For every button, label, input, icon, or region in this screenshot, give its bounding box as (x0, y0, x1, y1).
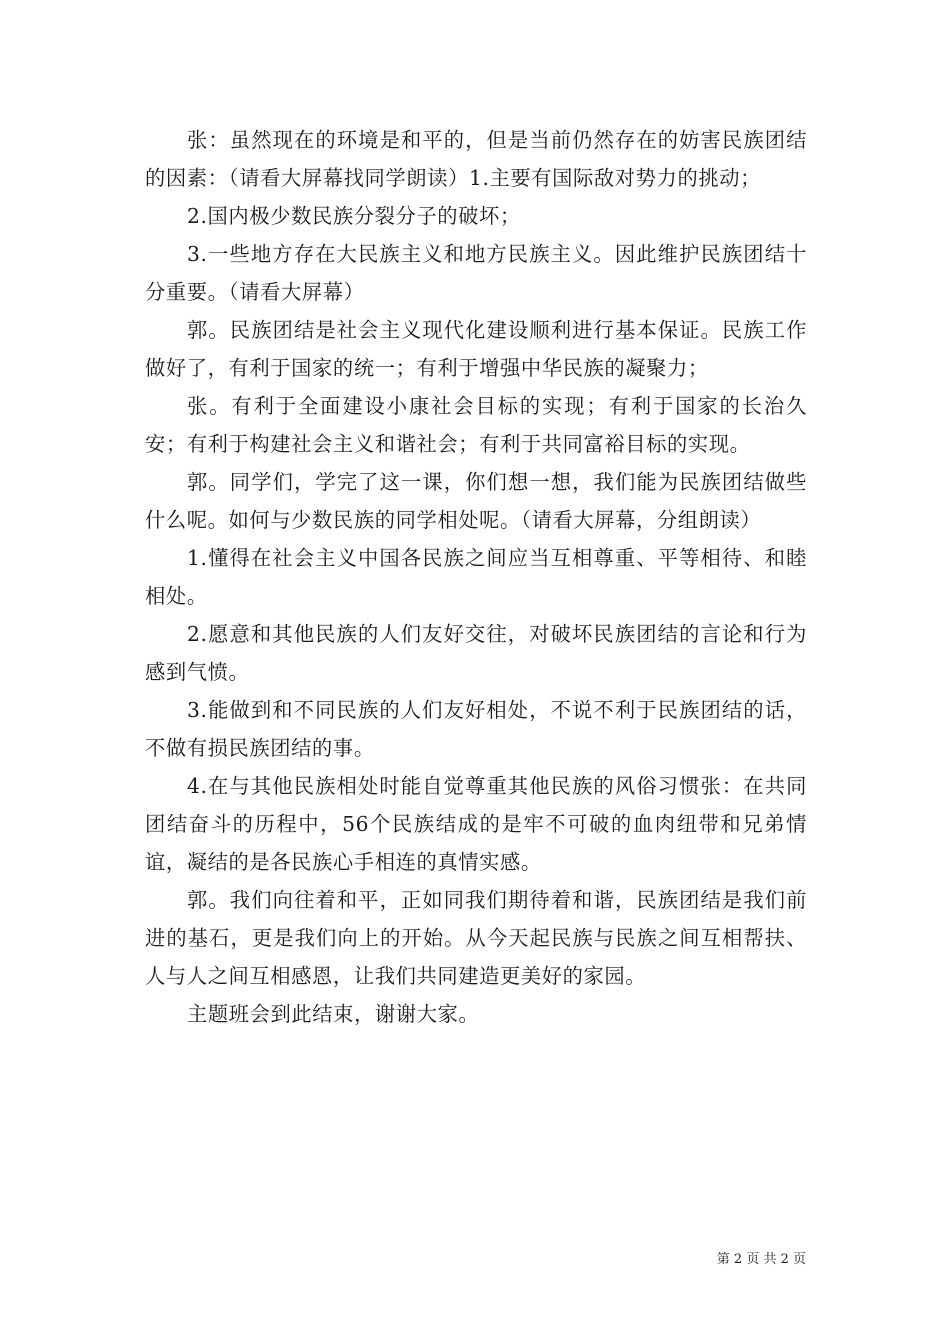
paragraph: 郭。我们向往着和平，正如同我们期待着和谐，民族团结是我们前进的基石，更是我们向上的开始。从今天起民族与民族之间互相帮扶、人与人之间互相感恩，让我们共同建造更美好的家园。 (145, 888, 807, 988)
paragraph: 张。有利于全面建设小康社会目标的实现；有利于国家的长治久安；有利于构建社会主义和谐社会；有利于共同富裕目标的实现。 (145, 394, 807, 456)
paragraph: 4.在与其他民族相处时能自觉尊重其他民族的风俗习惯张：在共同团结奋斗的历程中，56个民族结成的是牢不可破的血肉纽带和兄弟情谊，凝结的是各民族心手相连的真情实感。 (145, 774, 807, 874)
paragraph: 郭。民族团结是社会主义现代化建设顺利进行基本保证。民族工作做好了，有利于国家的统一；有利于增强中华民族的凝聚力； (145, 318, 807, 380)
paragraph: 张：虽然现在的环境是和平的，但是当前仍然存在的妨害民族团结的因素：（请看大屏幕找同学朗读）1.主要有国际敌对势力的挑动； (145, 128, 807, 190)
paragraph: 3.能做到和不同民族的人们友好相处，不说不利于民族团结的话，不做有损民族团结的事。 (145, 698, 807, 760)
paragraph: 2.国内极少数民族分裂分子的破坏； (187, 204, 521, 228)
paragraph: 1.懂得在社会主义中国各民族之间应当互相尊重、平等相待、和睦相处。 (145, 546, 807, 608)
paragraph: 郭。同学们，学完了这一课，你们想一想，我们能为民族团结做些什么呢。如何与少数民族的同学相处呢。（请看大屏幕，分组朗读） (145, 470, 807, 532)
page-number: 第 2 页 共 2 页 (716, 1252, 806, 1267)
document-body (145, 121, 807, 1033)
paragraph: 主题班会到此结束，谢谢大家。 (187, 1002, 480, 1026)
paragraph: 2.愿意和其他民族的人们友好交往，对破坏民族团结的言论和行为感到气愤。 (145, 622, 807, 684)
paragraph: 3.一些地方存在大民族主义和地方民族主义。因此维护民族团结十分重要。（请看大屏幕） (145, 242, 807, 304)
